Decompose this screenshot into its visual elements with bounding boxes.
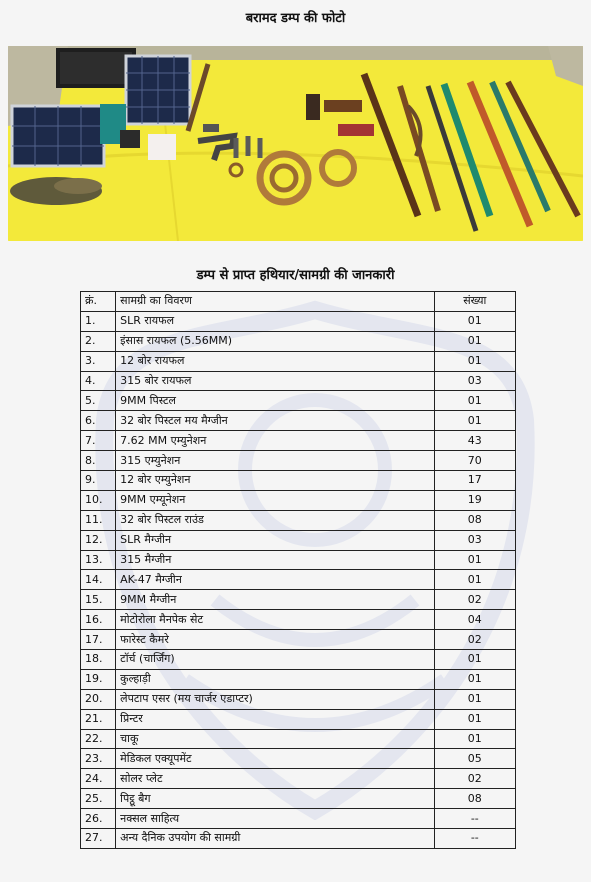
row-quantity: 43 xyxy=(434,431,515,451)
row-serial: 24. xyxy=(81,769,116,789)
table-row xyxy=(81,709,516,729)
seized-items-photo xyxy=(8,46,583,241)
table-row xyxy=(81,351,516,371)
row-serial: 13. xyxy=(81,550,116,570)
row-quantity: 01 xyxy=(434,650,515,670)
row-item-description: 315 एम्युनेशन xyxy=(116,451,434,471)
row-quantity: 01 xyxy=(434,570,515,590)
row-item-description: पिट्ठू बैग xyxy=(116,789,434,809)
header-serial: क्रं. xyxy=(81,292,116,312)
row-serial: 5. xyxy=(81,391,116,411)
table-row xyxy=(81,570,516,590)
table-row xyxy=(81,749,516,769)
row-item-description: अन्य दैनिक उपयोग की सामग्री xyxy=(116,829,434,849)
row-serial: 21. xyxy=(81,709,116,729)
row-serial: 16. xyxy=(81,610,116,630)
row-item-description: 9MM पिस्टल xyxy=(116,391,434,411)
table-row xyxy=(81,530,516,550)
inventory-table xyxy=(80,291,516,849)
table-row xyxy=(81,431,516,451)
row-serial: 14. xyxy=(81,570,116,590)
row-item-description: मेडिकल एक्यूपमेंट xyxy=(116,749,434,769)
row-quantity: 70 xyxy=(434,451,515,471)
table-row xyxy=(81,311,516,331)
row-serial: 20. xyxy=(81,689,116,709)
row-quantity: -- xyxy=(434,809,515,829)
row-quantity: 01 xyxy=(434,709,515,729)
row-serial: 18. xyxy=(81,650,116,670)
row-item-description: 7.62 MM एम्युनेशन xyxy=(116,431,434,451)
row-serial: 17. xyxy=(81,630,116,650)
table-row xyxy=(81,689,516,709)
row-quantity: 17 xyxy=(434,471,515,491)
table-row xyxy=(81,829,516,849)
table-row xyxy=(81,610,516,630)
row-serial: 25. xyxy=(81,789,116,809)
row-item-description: कुल्हाड़ी xyxy=(116,669,434,689)
row-item-description: 9MM एम्यूनेशन xyxy=(116,490,434,510)
table-row xyxy=(81,669,516,689)
table-row xyxy=(81,650,516,670)
row-serial: 9. xyxy=(81,471,116,491)
row-quantity: 01 xyxy=(434,729,515,749)
row-item-description: 9MM मैग्जीन xyxy=(116,590,434,610)
row-quantity: 19 xyxy=(434,490,515,510)
row-item-description: 32 बोर पिस्टल राउंड xyxy=(116,510,434,530)
row-quantity: 08 xyxy=(434,510,515,530)
table-row xyxy=(81,550,516,570)
header-item-description: सामग्री का विवरण xyxy=(116,292,434,312)
table-title: डम्प से प्राप्त हथियार/सामग्री की जानकारी xyxy=(196,268,395,283)
row-quantity: -- xyxy=(434,829,515,849)
row-serial: 12. xyxy=(81,530,116,550)
row-item-description: मोटोरोला मैनपेक सेट xyxy=(116,610,434,630)
row-item-description: लेपटाप एसर (मय चार्जर एडाप्टर) xyxy=(116,689,434,709)
table-row xyxy=(81,590,516,610)
row-serial: 4. xyxy=(81,371,116,391)
row-quantity: 01 xyxy=(434,689,515,709)
row-quantity: 08 xyxy=(434,789,515,809)
row-quantity: 01 xyxy=(434,351,515,371)
row-quantity: 02 xyxy=(434,590,515,610)
row-serial: 19. xyxy=(81,669,116,689)
row-item-description: चाकू xyxy=(116,729,434,749)
row-serial: 3. xyxy=(81,351,116,371)
row-quantity: 03 xyxy=(434,530,515,550)
row-item-description: 12 बोर रायफल xyxy=(116,351,434,371)
row-serial: 10. xyxy=(81,490,116,510)
row-quantity: 03 xyxy=(434,371,515,391)
row-quantity: 01 xyxy=(434,669,515,689)
table-row xyxy=(81,371,516,391)
table-row xyxy=(81,510,516,530)
row-quantity: 02 xyxy=(434,769,515,789)
row-quantity: 01 xyxy=(434,311,515,331)
table-row xyxy=(81,391,516,411)
table-row xyxy=(81,789,516,809)
row-item-description: SLR मैग्जीन xyxy=(116,530,434,550)
header-quantity: संख्या xyxy=(434,292,515,312)
table-row xyxy=(81,809,516,829)
row-quantity: 04 xyxy=(434,610,515,630)
row-item-description: इंसास रायफल (5.56MM) xyxy=(116,331,434,351)
table-row xyxy=(81,451,516,471)
table-row xyxy=(81,769,516,789)
row-item-description: 32 बोर पिस्टल मय मैग्जीन xyxy=(116,411,434,431)
row-quantity: 05 xyxy=(434,749,515,769)
row-item-description: सोलर प्लेट xyxy=(116,769,434,789)
row-quantity: 02 xyxy=(434,630,515,650)
row-quantity: 01 xyxy=(434,550,515,570)
row-quantity: 01 xyxy=(434,411,515,431)
row-serial: 27. xyxy=(81,829,116,849)
row-serial: 2. xyxy=(81,331,116,351)
row-serial: 11. xyxy=(81,510,116,530)
row-serial: 1. xyxy=(81,311,116,331)
table-header-row xyxy=(81,292,516,312)
row-serial: 8. xyxy=(81,451,116,471)
table-row xyxy=(81,331,516,351)
row-item-description: 315 मैग्जीन xyxy=(116,550,434,570)
row-item-description: टॉर्च (चार्जिंग) xyxy=(116,650,434,670)
table-row xyxy=(81,411,516,431)
row-serial: 15. xyxy=(81,590,116,610)
row-quantity: 01 xyxy=(434,391,515,411)
row-serial: 6. xyxy=(81,411,116,431)
table-row xyxy=(81,630,516,650)
row-item-description: 315 बोर रायफल xyxy=(116,371,434,391)
row-item-description: प्रिन्टर xyxy=(116,709,434,729)
table-row xyxy=(81,471,516,491)
row-item-description: 12 बोर एम्युनेशन xyxy=(116,471,434,491)
table-row xyxy=(81,729,516,749)
table-row xyxy=(81,490,516,510)
row-serial: 22. xyxy=(81,729,116,749)
row-serial: 7. xyxy=(81,431,116,451)
row-item-description: AK-47 मैग्जीन xyxy=(116,570,434,590)
row-item-description: नक्सल साहित्य xyxy=(116,809,434,829)
photo-title: बरामद डम्प की फोटो xyxy=(245,11,346,26)
row-quantity: 01 xyxy=(434,331,515,351)
row-item-description: फारेस्ट कैमरे xyxy=(116,630,434,650)
row-serial: 26. xyxy=(81,809,116,829)
row-serial: 23. xyxy=(81,749,116,769)
row-item-description: SLR रायफल xyxy=(116,311,434,331)
